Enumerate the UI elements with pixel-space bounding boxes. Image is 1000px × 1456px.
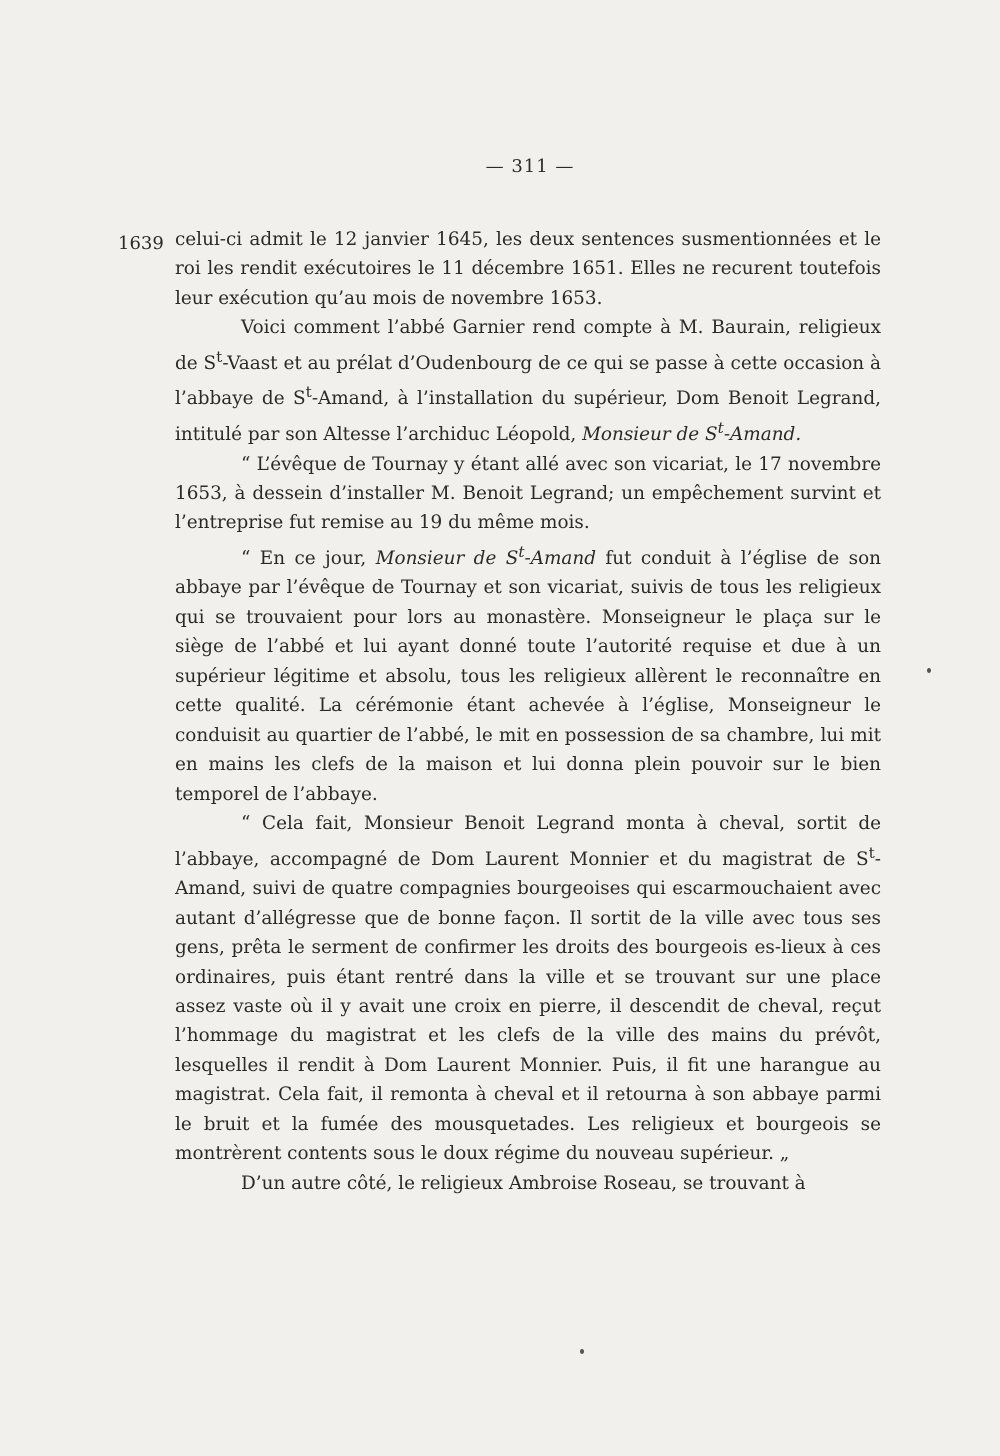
paragraph-1: celui-ci admit le 12 janvier 1645, les deux sentences susmentionnées et le roi les rendit exécutoires le 11 décembre 1651. Elles ne recurent toutefois leur exécution qu’au mois de novembre 1653.: [175, 229, 881, 309]
superscript-t: t: [216, 347, 223, 366]
paragraph-5-text-b: -Amand, suivi de quatre compagnies bourgeoises qui escarmouchaient avec autant d’allégresse que de bonne façon. Il sortit de la ville avec tous ses gens, prêta le serment de confirmer les droits des bourgeois es-lieux à ces ordinaires, puis étant rentré dans la ville et se trouvant sur une place assez vaste où il y avait une croix en pierre, il descendit de cheval, reçut l’hommage du magistrat et les clefs de la ville des mains du prévôt, lesquelles il rendit à Dom Laurent Monnier. Puis, il fit une harangue au magistrat. Cela fait, il remonta à cheval et il retourna à son abbaye parmi le bruit et la fumée des mousquetades. Les religieux et bourgeois se montrèrent contents sous le doux régime du nouveau supérieur. „: [175, 848, 881, 1165]
paragraph-6: D’un autre côté, le religieux Ambroise Roseau, se trouvant à: [241, 1172, 806, 1194]
superscript-t: t: [305, 383, 312, 402]
italic-text: -Amand: [524, 548, 597, 570]
paragraph-2-text-b: -Vaast et au prélat d’Oudenbourg de ce qui se passe à cette occasion à l’abbaye de S: [175, 352, 881, 410]
superscript-t: t: [868, 843, 875, 862]
superscript-t: t: [518, 542, 525, 561]
italic-text: -Amand.: [723, 424, 802, 446]
paragraph-3: “ L’évêque de Tournay y étant allé avec son vicariat, le 17 novembre 1653, à dessein d’installer M. Benoit Legrand; un empêchement survint et l’entreprise fut remise au 19 du même mois.: [175, 453, 881, 534]
paragraph-5-text-a: “ Cela fait, Monsieur Benoit Legrand monta à cheval, sortit de l’abbaye, accompagné de Dom Laurent Monnier et du magistrat de S: [175, 813, 881, 870]
paragraph-4: [175, 538, 881, 809]
paragraph-4-text-a: “ En ce jour,: [241, 548, 376, 570]
paragraph-5: [175, 809, 881, 1169]
italic-text: Monsieur de S: [582, 424, 718, 446]
ink-speck: [927, 668, 931, 673]
paragraph-4-italic-title: [375, 542, 597, 570]
paragraph-4-text-b: fut conduit à l’église de son abbaye par l’évêque de Tournay et son vicariat, suivis de tous les religieux qui se trouvaient pour lors au monastère. Monseigneur le plaça sur le siège de l’abbé et lui ayant donné toute l’autorité requise et due à un supérieur légitime et absolu, tous les religieux allèrent le reconnaître en cette qualité. La cérémonie étant achevée à l’église, Monseigneur le conduisit au quartier de l’abbé, le mit en possession de sa chambre, lui mit en mains les clefs de la maison et lui donna plein pouvoir sur le bien temporel de l’abbaye.: [175, 548, 881, 805]
paragraph-2-text-c: -Amand, à l’installation du supérieur, Dom Benoit Legrand, intitulé par son Altesse l’archiduc Léopold,: [175, 388, 881, 446]
superscript-t: t: [717, 418, 724, 437]
italic-text: Monsieur de S: [375, 548, 519, 570]
ink-speck: [580, 1349, 584, 1354]
paragraph-2-italic-title: [582, 418, 802, 446]
paragraph-2-text-a: Voici comment l’abbé Garnier rend compte à M. Baurain, religieux de S: [175, 317, 881, 374]
margin-year-note: 1639: [118, 233, 164, 254]
paragraph-2: [175, 313, 881, 449]
page-number: — 311 —: [485, 156, 575, 177]
body-text: [175, 225, 881, 1198]
